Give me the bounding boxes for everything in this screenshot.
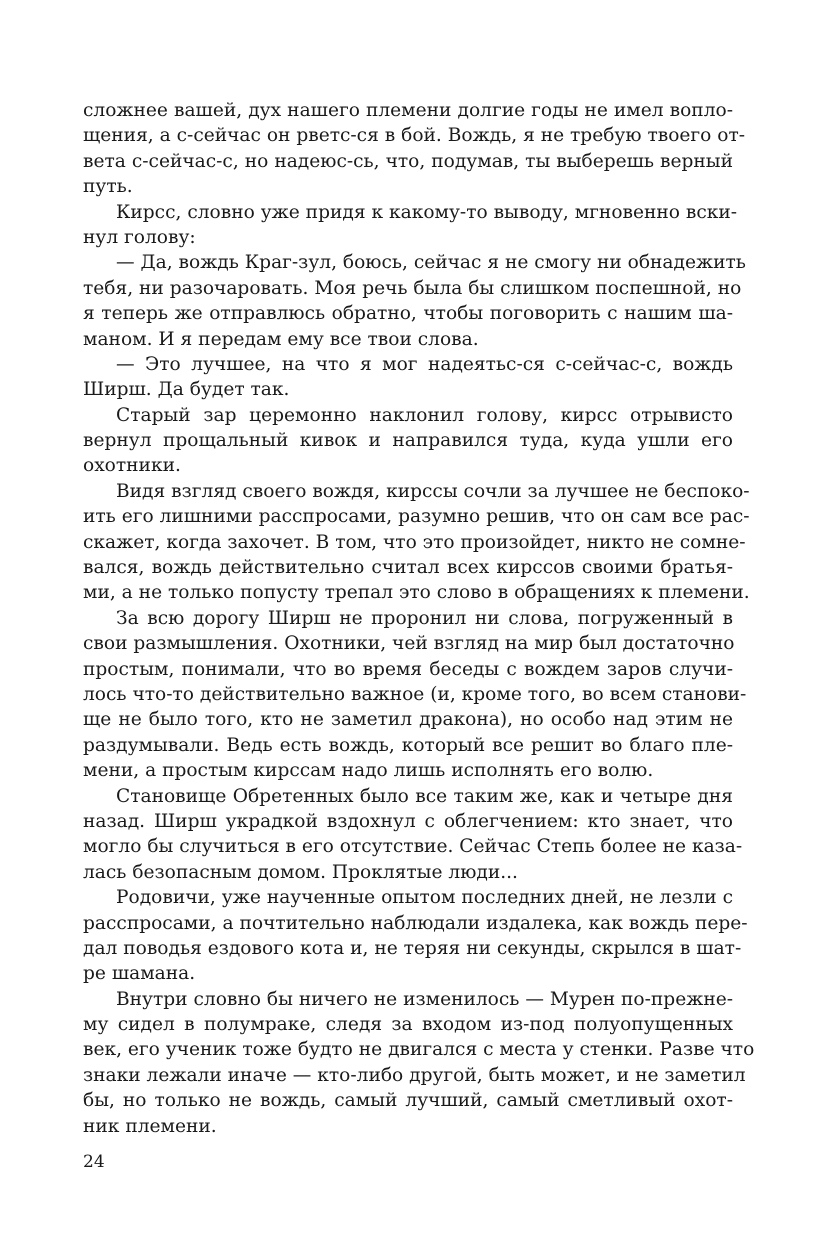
paragraph xyxy=(83,784,743,886)
text-line: ще не было того, кто не заметил дракона), но особо над этим не xyxy=(83,709,733,731)
text-line: простым, понимали, что во время беседы с вождем заров случи- xyxy=(83,658,733,680)
text-line: дал поводья ездового кота и, не теряя ни секунды, скрылся в шат- xyxy=(83,937,742,959)
paragraph xyxy=(83,352,733,403)
text-line: лась безопасным домом. Проклятые люди... xyxy=(83,861,518,883)
paragraph xyxy=(83,606,747,784)
text-line: вался, вождь действительно считал всех кирссов своими братья- xyxy=(83,557,733,579)
text-line: путь. xyxy=(83,176,133,198)
text-line: Кирсс, словно уже придя к какому-то выводу, мгновенно вски- xyxy=(116,201,738,223)
paragraph xyxy=(83,403,733,479)
text-line: ми, а не только попусту трепал это слово в обращениях к племени. xyxy=(83,582,750,604)
paragraph xyxy=(83,885,748,987)
paragraph xyxy=(83,98,746,200)
text-line: скажет, когда захочет. В том, что это произойдет, никто не сомне- xyxy=(83,531,746,553)
text-line: ник племени. xyxy=(83,1115,217,1137)
paragraph xyxy=(83,250,746,352)
text-line: я теперь же отправлюсь обратно, чтобы поговорить с нашим ша- xyxy=(83,303,733,325)
page-number: 24 xyxy=(83,1152,105,1172)
text-line: ре шамана. xyxy=(83,963,196,985)
text-line: расспросами, а почтительно наблюдали издалека, как вождь пере- xyxy=(83,912,748,934)
text-line: — Да, вождь Краг-зул, боюсь, сейчас я не смогу ни обнадежить xyxy=(116,252,746,274)
text-line: Видя взгляд своего вождя, кирссы сочли за лучшее не беспоко- xyxy=(116,480,750,502)
paragraph xyxy=(83,479,750,606)
text-line: назад. Ширш украдкой вздохнул с облегчением: кто знает, что xyxy=(83,810,733,832)
text-line: свои размышления. Охотники, чей взгляд на мир был достаточно xyxy=(83,633,735,655)
text-line: ить его лишними расспросами, разумно решив, что он сам все рас- xyxy=(83,506,750,528)
text-line: За всю дорогу Ширш не проронил ни слова, погруженный в xyxy=(116,607,733,629)
text-line: маном. И я передам ему все твои слова. xyxy=(83,328,479,350)
text-line: — Это лучшее, на что я мог надеятьс-ся с-сейчас-с, вождь xyxy=(116,353,733,375)
text-line: му сидел в полумраке, следя за входом из-под полуопущенных xyxy=(83,1014,733,1036)
text-line: нул голову: xyxy=(83,226,196,248)
text-line: вета с-сейчас-с, но надеюс-сь, что, подумав, ты выберешь верный xyxy=(83,150,733,172)
text-line: тебя, ни разочаровать. Моя речь была бы слишком поспешной, но xyxy=(83,277,742,299)
text-line: лось что-то действительно важное (и, кроме того, во всем станови- xyxy=(83,683,747,705)
text-line: мени, а простым кирссам надо лишь исполнять его волю. xyxy=(83,760,654,782)
text-line: раздумывали. Ведь есть вождь, который все решит во благо пле- xyxy=(83,734,733,756)
text-line: век, его ученик тоже будто не двигался с места у стенки. Разве что xyxy=(83,1039,755,1061)
text-line: сложнее вашей, дух нашего племени долгие годы не имел вопло- xyxy=(83,100,733,121)
text-line: Становище Обретенных было все таким же, как и четыре дня xyxy=(116,785,733,807)
text-line: Родовичи, уже наученные опытом последних дней, не лезли с xyxy=(116,887,733,909)
paragraph xyxy=(83,200,738,251)
text-line: могло бы случиться в его отсутствие. Сейчас Степь более не каза- xyxy=(83,836,743,858)
text-line: Старый зар церемонно наклонил голову, кирсс отрывисто xyxy=(116,404,733,426)
paragraph xyxy=(83,987,755,1139)
text-line: Ширш. Да будет так. xyxy=(83,379,290,401)
text-line: вернул прощальный кивок и направился туда, куда ушли его xyxy=(83,430,733,452)
text-line: бы, но только не вождь, самый лучший, самый сметливый охот- xyxy=(83,1090,733,1112)
text-line: знаки лежали иначе — кто-либо другой, быть может, и не заметил xyxy=(83,1064,746,1086)
text-line: охотники. xyxy=(83,455,181,477)
book-page-text xyxy=(83,98,755,1139)
text-line: Внутри словно бы ничего не изменилось — Мурен по-прежне- xyxy=(116,988,733,1010)
text-line: щения, а с-сейчас он рветс-ся в бой. Вождь, я не требую твоего от- xyxy=(83,125,746,147)
